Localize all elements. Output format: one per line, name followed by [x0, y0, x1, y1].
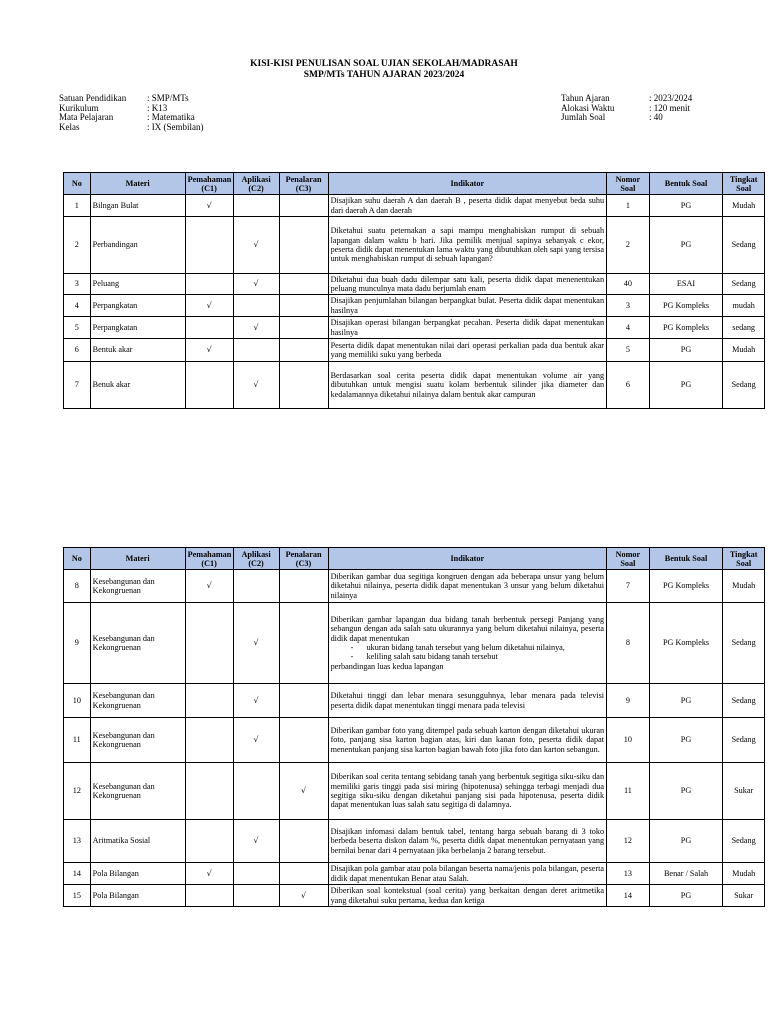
header-indikator	[328, 173, 606, 195]
cell-bentuk-soal: PG Kompleks	[649, 295, 723, 317]
check-mark-icon: √	[206, 300, 212, 310]
cell-c1	[185, 317, 233, 339]
cell-bentuk-soal: PG	[649, 820, 723, 863]
cell-materi: Kesebangunan dan Kekongruenan	[90, 763, 185, 820]
header-indikator-text: Indikator	[450, 179, 485, 188]
cell-c3	[279, 274, 328, 295]
table-row	[64, 863, 765, 885]
check-mark-icon: √	[253, 240, 259, 250]
cell-indikator	[328, 863, 606, 885]
header-c1	[185, 548, 233, 570]
cell-materi: Kesebangunan dan Kekongruenan	[90, 570, 185, 603]
indikator-tail: perbandingan luas kedua lapangan	[330, 661, 444, 671]
header-materi-text: Materi	[125, 554, 150, 563]
cell-nomor-soal: 14	[607, 885, 650, 907]
table-row	[64, 217, 765, 274]
cell-materi: Pola Bilangan	[90, 863, 185, 885]
table-row	[64, 195, 765, 217]
indikator-text: Diberikan gambar dua segitiga kongruen dengan ada beberapa unsur yang belum diketahui nilainya, peserta didik dapat menentukan 3 unsur yang belum diketahui nilainya	[330, 571, 605, 600]
identity-info-right	[561, 94, 692, 123]
cell-nomor-soal: 13	[607, 863, 650, 885]
cell-c1	[185, 885, 233, 907]
table-body-1	[64, 195, 765, 409]
header-no	[64, 548, 91, 570]
cell-c2	[233, 763, 279, 820]
header-nomor-soal-text: Nomor	[615, 549, 641, 559]
cell-no: 8	[64, 570, 91, 603]
cell-c1	[185, 684, 233, 718]
check-mark-icon: √	[253, 695, 259, 705]
header-materi	[90, 548, 185, 570]
cell-bentuk-soal: PG	[649, 684, 723, 718]
cell-bentuk-soal: PG	[649, 885, 723, 907]
cell-tingkat-soal: Mudah	[723, 570, 765, 603]
meta-label: Tahun Ajaran	[561, 93, 610, 103]
cell-tingkat-soal: Sukar	[723, 885, 765, 907]
header-c1-text: (C1)	[201, 558, 217, 568]
cell-indikator	[328, 339, 606, 362]
cell-c3	[279, 339, 328, 362]
cell-indikator	[328, 718, 606, 763]
check-mark-icon: √	[253, 735, 259, 745]
check-mark-icon: √	[253, 638, 259, 648]
cell-materi: Kesebangunan dan Kekongruenan	[90, 684, 185, 718]
cell-c1	[185, 274, 233, 295]
cell-c2	[233, 217, 279, 274]
check-mark-icon: √	[300, 786, 307, 796]
header-c2-text: (C2)	[248, 183, 264, 193]
table-header	[64, 173, 765, 195]
cell-c2	[233, 295, 279, 317]
table-row	[64, 339, 765, 362]
cell-nomor-soal: 3	[607, 295, 650, 317]
meta-value: : 40	[649, 112, 663, 122]
meta-value: : 120 menit	[649, 102, 690, 113]
cell-c3	[279, 885, 328, 907]
header-c2-text: Aplikasi	[241, 549, 271, 559]
cell-no: 15	[64, 885, 91, 907]
cell-c1	[185, 718, 233, 763]
indikator-bullet: - ukuran bidang tanah tersebut yang belum diketahui nilainya,	[357, 643, 604, 652]
cell-c2	[233, 274, 279, 295]
cell-nomor-soal: 8	[607, 603, 650, 684]
cell-c3	[279, 195, 328, 217]
cell-tingkat-soal: Sedang	[723, 718, 765, 763]
cell-materi: Perbandingan	[90, 217, 185, 274]
meta-row	[561, 113, 692, 123]
cell-tingkat-soal: Sedang	[723, 274, 765, 295]
header-bentuk-soal	[649, 173, 723, 195]
header-tingkat-soal-text: Tingkat	[729, 174, 758, 184]
document-title: KISI-KISI PENULISAN SOAL UJIAN SEKOLAH/MADRASAH	[250, 59, 518, 69]
cell-indikator	[328, 195, 606, 217]
cell-no: 7	[64, 362, 91, 409]
cell-indikator	[328, 885, 606, 907]
cell-bentuk-soal: PG	[649, 195, 723, 217]
header-nomor-soal-text: Soal	[620, 183, 636, 193]
header-nomor-soal-text: Nomor	[615, 174, 641, 184]
header-row	[64, 548, 765, 570]
cell-c1	[185, 195, 233, 217]
indikator-text: Diketahui suatu peternakan a sapi mampu menghabiskan rumput di sebuah lapangan dalam waktu b hari. Jika pemilik menjual sapinya sebanyak c ekor, peserta didik dapat menentukan lama waktu yang dibutuhkan oleh sapi yang tersisa untuk menghabiskan rumput di sebuah lapangan?	[330, 226, 605, 264]
indikator-text: Diketahui tinggi dan lebar menara sesungguhnya, lebar menara pada televisi peserta didik dapat menentukan tinggi menara pada televisi	[330, 691, 605, 710]
cell-tingkat-soal: Mudah	[723, 195, 765, 217]
header-tingkat-soal-text: Soal	[736, 183, 752, 193]
cell-bentuk-soal: PG Kompleks	[649, 603, 723, 684]
cell-c2	[233, 317, 279, 339]
header-c3	[279, 548, 328, 570]
cell-c3	[279, 820, 328, 863]
kisi-kisi-table-1	[63, 172, 765, 409]
header-nomor-soal	[607, 173, 650, 195]
indikator-text: Disajikan pola gambar atau pola bilangan beserta nama/jenis pola bilangan, peserta didik dapat menentukan Benar atau Salah.	[330, 864, 605, 883]
cell-nomor-soal: 5	[607, 339, 650, 362]
meta-label: Mata Pelajaran	[59, 112, 114, 122]
cell-no: 5	[64, 317, 91, 339]
meta-value: : Matematika	[147, 112, 195, 122]
table-row	[64, 885, 765, 907]
header-indikator	[328, 548, 606, 570]
cell-nomor-soal: 10	[607, 718, 650, 763]
header-no	[64, 173, 91, 195]
header-c1-text: (C1)	[201, 183, 217, 193]
cell-tingkat-soal: sedang	[723, 317, 765, 339]
meta-label: Satuan Pendidikan	[59, 93, 127, 103]
cell-indikator	[328, 362, 606, 409]
header-c2	[233, 548, 279, 570]
indikator-text: Diketahui dua buah dadu dilempar satu kali, peserta didik dapat menenentukan peluang munculnya mata dadu berjumlah enam	[330, 274, 605, 293]
header-c3-text: Penalaran	[285, 174, 322, 184]
cell-c3	[279, 295, 328, 317]
meta-value: : K13	[147, 102, 168, 113]
cell-materi: Kesebangunan dan Kekongruenan	[90, 603, 185, 684]
table-row	[64, 362, 765, 409]
header-no-text: No	[71, 179, 82, 188]
cell-tingkat-soal: Mudah	[723, 339, 765, 362]
cell-c1	[185, 217, 233, 274]
cell-no: 11	[64, 718, 91, 763]
cell-bentuk-soal: PG Kompleks	[649, 317, 723, 339]
table-body-2	[64, 570, 765, 907]
header-c2-text: (C2)	[248, 558, 264, 568]
cell-no: 1	[64, 195, 91, 217]
cell-c3	[279, 763, 328, 820]
cell-c2	[233, 362, 279, 409]
meta-value: : 2023/2024	[649, 93, 693, 103]
indikator-bullet: - keliling salah satu bidang tanah tersebut	[357, 652, 604, 661]
cell-c3	[279, 570, 328, 603]
cell-no: 6	[64, 339, 91, 362]
header-materi-text: Materi	[125, 179, 150, 188]
header-tingkat-soal	[723, 548, 765, 570]
cell-materi: Aritmatika Sosial	[90, 820, 185, 863]
cell-tingkat-soal: Sedang	[723, 362, 765, 409]
cell-c1	[185, 820, 233, 863]
cell-nomor-soal: 12	[607, 820, 650, 863]
header-indikator-text: Indikator	[450, 554, 485, 563]
header-tingkat-soal-text: Tingkat	[729, 549, 758, 559]
cell-c1	[185, 763, 233, 820]
header-c3-text: (C3)	[295, 183, 312, 193]
cell-materi: Benuk akar	[90, 362, 185, 409]
cell-c2	[233, 820, 279, 863]
check-mark-icon: √	[206, 200, 212, 210]
table-row	[64, 718, 765, 763]
cell-bentuk-soal: ESAI	[649, 274, 723, 295]
cell-indikator	[328, 684, 606, 718]
header-c2-text: Aplikasi	[241, 174, 271, 184]
cell-no: 13	[64, 820, 91, 863]
header-no-text: No	[71, 554, 82, 563]
cell-c3	[279, 317, 328, 339]
cell-no: 3	[64, 274, 91, 295]
cell-c1	[185, 863, 233, 885]
cell-no: 4	[64, 295, 91, 317]
indikator-text: Diberikan soal cerita tentang sebidang tanah yang berbentuk segitiga siku-siku dan memiliki garis tinggi pada sisi miring (hipotenusa) sehingga terbagi menjadi dua segitiga siku-siku dengan diketahui panjang sisi pada hipotenusa, peserta didik dapat menentukan luas salah satu segitiga di dalamnya.	[330, 772, 605, 810]
cell-tingkat-soal: Sukar	[723, 763, 765, 820]
header-tingkat-soal	[723, 173, 765, 195]
cell-c1	[185, 295, 233, 317]
indikator-text: Disajikan operasi bilangan berpangkat pecahan. Peserta didik dapat menentukan hasilnya	[330, 318, 605, 337]
meta-label: Jumlah Soal	[561, 112, 606, 122]
cell-nomor-soal: 1	[607, 195, 650, 217]
cell-indikator	[328, 295, 606, 317]
indikator-text: Berdasarkan soal cerita peserta didik dapat menentukan volume air yang dibutuhkan untuk mengisi suatu kolam berbentuk silinder jika diameter dan kedalamannya diketahui nilainya dalam bentuk akar campuran	[330, 370, 605, 399]
indikator-bullets	[331, 643, 604, 662]
cell-indikator	[328, 317, 606, 339]
cell-materi: Pola Bilangan	[90, 885, 185, 907]
cell-no: 10	[64, 684, 91, 718]
cell-bentuk-soal: Benar / Salah	[649, 863, 723, 885]
check-mark-icon: √	[253, 380, 259, 390]
indikator-text: Diberikan gambar lapangan dua bidang tanah berbentuk persegi Panjang yang sebangun dengan ada salah satu ukurannya yang belum diketahui nilainya, peserta didik dapat menentukan	[330, 614, 605, 643]
indikator-text: Disajikan suhu daerah A dan daerah B , peserta didik dapat menyebut beda suhu dari daerah A dan daerah	[330, 196, 605, 215]
cell-c2	[233, 603, 279, 684]
header-bentuk-soal	[649, 548, 723, 570]
cell-c2	[233, 718, 279, 763]
cell-bentuk-soal: PG	[649, 362, 723, 409]
cell-c3	[279, 603, 328, 684]
cell-no: 12	[64, 763, 91, 820]
cell-c1	[185, 570, 233, 603]
indikator-text: Disajikan infomasi dalam bentuk tabel, tentang harga sebuah barang di 3 toko berbeda beserta diskon dalam %, peserta didik dapat menentukan pernyataan yang bernilai benar dari 4 pernyataan jika berbelanja 2 barang tersebut.	[330, 826, 605, 855]
indikator-text: Disajikan penjumlahan bilangan berpangkat bulat. Peserta didik dapat menentukan hasilnya	[330, 296, 605, 315]
cell-indikator	[328, 763, 606, 820]
meta-value: : IX (Sembilan)	[147, 121, 204, 132]
check-mark-icon: √	[206, 345, 212, 355]
header-bentuk-soal-text: Bentuk Soal	[664, 179, 708, 188]
cell-tingkat-soal: Mudah	[723, 863, 765, 885]
cell-no: 9	[64, 603, 91, 684]
cell-c1	[185, 603, 233, 684]
cell-nomor-soal: 2	[607, 217, 650, 274]
header-c1	[185, 173, 233, 195]
cell-c1	[185, 339, 233, 362]
cell-materi: Kesebangunan dan Kekongruenan	[90, 718, 185, 763]
cell-c1	[185, 362, 233, 409]
cell-materi: Perpangkatan	[90, 295, 185, 317]
cell-c3	[279, 684, 328, 718]
cell-c2	[233, 863, 279, 885]
cell-tingkat-soal: Sedang	[723, 820, 765, 863]
meta-label: Kurikulum	[59, 102, 99, 113]
cell-tingkat-soal: Sedang	[723, 603, 765, 684]
check-mark-icon: √	[253, 322, 259, 332]
indikator-text: Diberikan gambar foto yang ditempel pada sebuah karton dengan diketahui ukuran foto, panjang sisa karton bagian atas, kiri dan kanan foto, peserta didik dapat menentukan panjang sisa karton bagian bawah foto jika foto dan karton sebangun.	[330, 725, 605, 754]
cell-tingkat-soal: Sedang	[723, 217, 765, 274]
cell-c2	[233, 339, 279, 362]
header-nomor-soal-text: Soal	[620, 558, 636, 568]
table-row	[64, 763, 765, 820]
cell-c3	[279, 718, 328, 763]
header-tingkat-soal-text: Soal	[736, 558, 752, 568]
cell-tingkat-soal: mudah	[723, 295, 765, 317]
cell-bentuk-soal: PG Kompleks	[649, 570, 723, 603]
cell-nomor-soal: 40	[607, 274, 650, 295]
cell-nomor-soal: 4	[607, 317, 650, 339]
kisi-kisi-table-2	[63, 547, 765, 907]
header-bentuk-soal-text: Bentuk Soal	[664, 554, 708, 563]
cell-nomor-soal: 9	[607, 684, 650, 718]
header-nomor-soal	[607, 548, 650, 570]
cell-materi: Peluang	[90, 274, 185, 295]
header-c3-text: Penalaran	[285, 549, 322, 559]
table-row	[64, 570, 765, 603]
table-row	[64, 603, 765, 684]
cell-materi: Perpangkatan	[90, 317, 185, 339]
cell-c3	[279, 362, 328, 409]
check-mark-icon: √	[253, 836, 259, 846]
table-row	[64, 317, 765, 339]
cell-c2	[233, 195, 279, 217]
header-c3-text: (C3)	[295, 558, 312, 568]
cell-tingkat-soal: Sedang	[723, 684, 765, 718]
cell-indikator	[328, 274, 606, 295]
table-row	[64, 295, 765, 317]
cell-c2	[233, 684, 279, 718]
cell-no: 2	[64, 217, 91, 274]
check-mark-icon: √	[206, 581, 212, 591]
cell-indikator	[328, 603, 606, 684]
header-c2	[233, 173, 279, 195]
cell-bentuk-soal: PG	[649, 763, 723, 820]
cell-bentuk-soal: PG	[649, 217, 723, 274]
cell-nomor-soal: 11	[607, 763, 650, 820]
indikator-text: Peserta didik dapat menentukan nilai dari operasi perkalian pada dua bentuk akar yang memiliki suku yang berbeda	[330, 340, 605, 359]
document-subtitle: SMP/MTs TAHUN AJARAN 2023/2024	[303, 70, 465, 80]
table-row	[64, 274, 765, 295]
meta-value: : SMP/MTs	[147, 93, 189, 103]
cell-nomor-soal: 6	[607, 362, 650, 409]
check-mark-icon: √	[300, 890, 307, 900]
header-c3	[279, 173, 328, 195]
cell-materi: Bilngan Bulat	[90, 195, 185, 217]
cell-bentuk-soal: PG	[649, 339, 723, 362]
header-row	[64, 173, 765, 195]
header-materi	[90, 173, 185, 195]
identity-info-left	[59, 94, 204, 132]
meta-row	[59, 123, 204, 133]
header-c1-text: Pemahaman	[187, 549, 232, 559]
meta-label: Kelas	[59, 121, 80, 132]
cell-materi: Bentuk akar	[90, 339, 185, 362]
cell-bentuk-soal: PG	[649, 718, 723, 763]
meta-label: Alokasi Waktu	[561, 102, 615, 113]
cell-indikator	[328, 217, 606, 274]
table-row	[64, 684, 765, 718]
cell-c2	[233, 885, 279, 907]
cell-no: 14	[64, 863, 91, 885]
cell-indikator	[328, 820, 606, 863]
cell-c3	[279, 863, 328, 885]
cell-c2	[233, 570, 279, 603]
indikator-text: Diberikan soal kontekstual (soal cerita) yang berkaitan dengan deret aritmetika yang diketahui suku pertama, kedua dan ketiga	[330, 886, 605, 905]
header-c1-text: Pemahaman	[187, 174, 232, 184]
check-mark-icon: √	[206, 868, 212, 878]
cell-nomor-soal: 7	[607, 570, 650, 603]
cell-c3	[279, 217, 328, 274]
table-header	[64, 548, 765, 570]
check-mark-icon: √	[253, 279, 259, 289]
table-row	[64, 820, 765, 863]
cell-indikator	[328, 570, 606, 603]
